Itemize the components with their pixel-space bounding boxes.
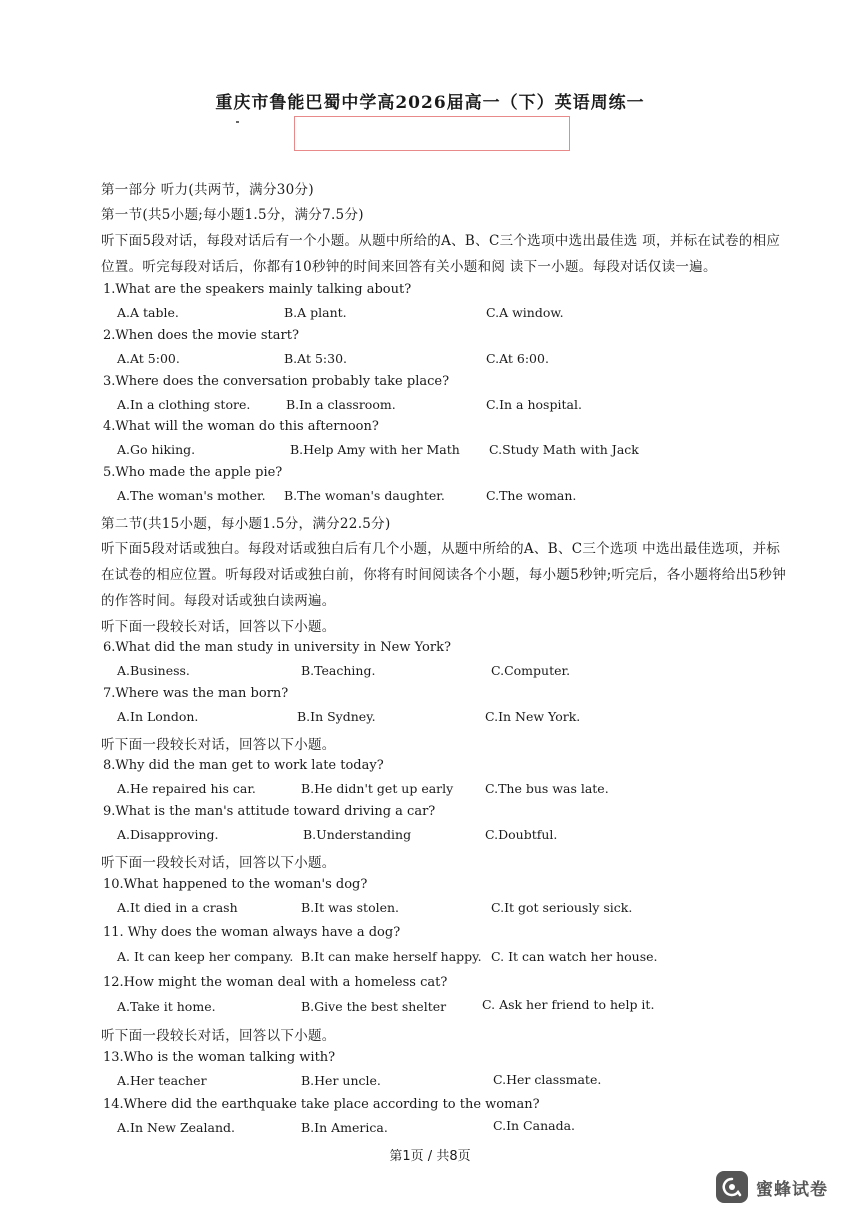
watermark [716, 1170, 828, 1204]
section1-instructions-line1: 听下面5段对话，每段对话后有一个小题。从题中所给的A、B、C三个选项中选出最佳选 项，并标在试卷的相应 [101, 233, 781, 249]
question-10: 10.What happened to the woman's dog? [103, 877, 368, 892]
q6-option-b: B.Teaching. [301, 663, 376, 678]
question-6: 6.What did the man study in university in New York? [103, 640, 451, 655]
q3-option-a: A.In a clothing store. [117, 397, 251, 412]
q7-option-c: C.In New York. [485, 709, 581, 724]
section1-instructions-line2: 位置。听完每段对话后，你都有10秒钟的时间来回答有关小题和阅 读下一小题。每段对话仅读一遍。 [101, 259, 717, 275]
q1-option-c: C.A window. [486, 305, 564, 320]
q8-option-c: C.The bus was late. [485, 781, 609, 796]
q6-option-c: C.Computer. [491, 663, 571, 678]
question-2: 2.When does the movie start? [103, 328, 299, 343]
listen-note: 听下面一段较长对话，回答以下小题。 [101, 855, 336, 871]
q4-option-b: B.Help Amy with her Math [290, 442, 460, 457]
q3-option-b: B.In a classroom. [286, 397, 396, 412]
q11-option-c: C. It can watch her house. [491, 949, 658, 964]
question-5: 5.Who made the apple pie? [103, 465, 283, 480]
q9-option-a: A.Disapproving. [117, 827, 219, 842]
q12-option-b: B.Give the best shelter [301, 999, 447, 1014]
q8-option-a: A.He repaired his car. [117, 781, 256, 796]
question-12: 12.How might the woman deal with a homeless cat? [103, 975, 448, 990]
watermark-logo-icon [716, 1171, 748, 1203]
q5-option-b: B.The woman's daughter. [284, 488, 445, 503]
question-4: 4.What will the woman do this afternoon? [103, 419, 379, 434]
listen-note: 听下面一段较长对话，回答以下小题。 [101, 737, 336, 753]
listen-note: 听下面一段较长对话，回答以下小题。 [101, 1028, 336, 1044]
q13-option-b: B.Her uncle. [301, 1073, 381, 1088]
q14-option-c: C.In Canada. [493, 1118, 576, 1133]
page-number: 第1页 / 共8页 [389, 1149, 471, 1164]
q3-option-c: C.In a hospital. [486, 397, 582, 412]
q2-option-a: A.At 5:00. [117, 351, 180, 366]
question-13: 13.Who is the woman talking with? [103, 1050, 336, 1065]
question-14: 14.Where did the earthquake take place according to the woman? [103, 1097, 540, 1112]
q14-option-b: B.In America. [301, 1120, 388, 1135]
question-8: 8.Why did the man get to work late today? [103, 758, 384, 773]
scan-speck [236, 121, 239, 123]
question-7: 7.Where was the man born? [103, 686, 289, 701]
q2-option-c: C.At 6:00. [486, 351, 549, 366]
q11-option-a: A. It can keep her company. [117, 949, 294, 964]
question-9: 9.What is the man's attitude toward driving a car? [103, 804, 436, 819]
q10-option-c: C.It got seriously sick. [491, 900, 633, 915]
section2-heading: 第二节(共15小题，每小题1.5分，满分22.5分) [101, 516, 391, 532]
q5-option-c: C.The woman. [486, 488, 577, 503]
q12-option-a: A.Take it home. [117, 999, 216, 1014]
q1-option-b: B.A plant. [284, 305, 347, 320]
q1-option-a: A.A table. [117, 305, 179, 320]
section1-heading: 第一节(共5小题;每小题1.5分，满分7.5分) [101, 207, 364, 223]
q11-option-b: B.It can make herself happy. [301, 949, 482, 964]
q5-option-a: A.The woman's mother. [117, 488, 266, 503]
q4-option-a: A.Go hiking. [117, 442, 196, 457]
exam-title: 重庆市鲁能巴蜀中学高2026届高一（下）英语周练一 [215, 93, 645, 113]
question-11: 11. Why does the woman always have a dog? [103, 925, 401, 940]
q9-option-b: B.Understanding [303, 827, 412, 842]
watermark-text: 蜜蜂试卷 [756, 1179, 828, 1200]
q8-option-b: B.He didn't get up early [301, 781, 454, 796]
q10-option-b: B.It was stolen. [301, 900, 400, 915]
question-3: 3.Where does the conversation probably take place? [103, 374, 450, 389]
q9-option-c: C.Doubtful. [485, 827, 558, 842]
section2-instructions-line3: 的作答时间。每段对话或独白读两遍。 [101, 593, 336, 609]
section2-instructions-line1: 听下面5段对话或独白。每段对话或独白后有几个小题，从题中所给的A、B、C三个选项 中选出最佳选项，并标 [101, 541, 781, 557]
q13-option-a: A.Her teacher [117, 1073, 207, 1088]
listen-note: 听下面一段较长对话，回答以下小题。 [101, 619, 336, 635]
q14-option-a: A.In New Zealand. [117, 1120, 235, 1135]
q13-option-c: C.Her classmate. [493, 1072, 602, 1087]
q2-option-b: B.At 5:30. [284, 351, 348, 366]
q7-option-b: B.In Sydney. [297, 709, 376, 724]
question-1: 1.What are the speakers mainly talking about? [103, 282, 412, 297]
q6-option-a: A.Business. [117, 663, 190, 678]
blank-box [294, 116, 570, 151]
section2-instructions-line2: 在试卷的相应位置。听每段对话或独白前，你将有时间阅读各个小题，每小题5秒钟;听完后，各小题将给出5秒钟 [101, 567, 787, 583]
q12-option-c: C. Ask her friend to help it. [482, 997, 655, 1012]
part1-heading: 第一部分 听力(共两节，满分30分) [101, 182, 314, 198]
q10-option-a: A.It died in a crash [117, 900, 238, 915]
q7-option-a: A.In London. [117, 709, 199, 724]
q4-option-c: C.Study Math with Jack [489, 442, 639, 457]
